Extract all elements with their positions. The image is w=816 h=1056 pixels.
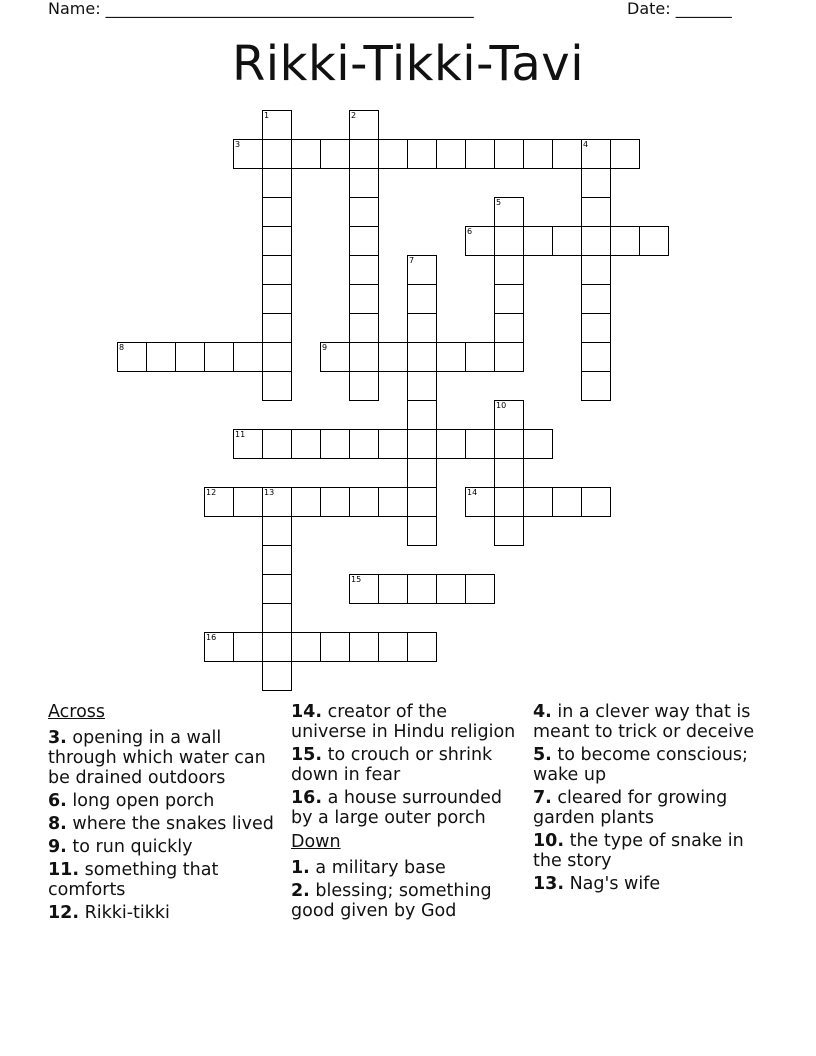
grid-cell[interactable] (262, 574, 292, 604)
grid-cell[interactable] (436, 139, 466, 169)
grid-cell[interactable] (262, 255, 292, 285)
grid-cell[interactable] (378, 139, 408, 169)
grid-cell[interactable] (262, 313, 292, 343)
clue-down-1: 1. a military base (291, 858, 446, 878)
clues-column-1 (48, 702, 282, 926)
grid-cell[interactable] (581, 197, 611, 227)
grid-cell[interactable] (494, 197, 524, 227)
grid-cell[interactable] (262, 487, 292, 517)
grid-cell[interactable] (204, 487, 234, 517)
grid-cell[interactable] (320, 139, 350, 169)
grid-cell[interactable] (494, 516, 524, 546)
grid-cell[interactable] (552, 226, 582, 256)
grid-cell[interactable] (146, 342, 176, 372)
grid-cell[interactable] (378, 574, 408, 604)
grid-number: 9 (322, 343, 328, 352)
grid-cell[interactable] (262, 284, 292, 314)
clues-column-3 (533, 702, 767, 897)
grid-cell[interactable] (262, 139, 292, 169)
clue-across-11: 11. something that comforts (48, 860, 219, 900)
grid-cell[interactable] (494, 284, 524, 314)
grid-cell[interactable] (581, 487, 611, 517)
clue-across-6: 6. long open porch (48, 791, 215, 811)
grid-cell[interactable] (262, 110, 292, 140)
grid-cell[interactable] (494, 342, 524, 372)
grid-cell[interactable] (552, 487, 582, 517)
clue-across-15: 15. to crouch or shrink down in fear (291, 745, 493, 785)
grid-cell[interactable] (175, 342, 205, 372)
grid-number: 8 (119, 343, 125, 352)
grid-cell[interactable] (436, 574, 466, 604)
grid-number: 13 (264, 488, 275, 497)
grid-number: 6 (467, 227, 473, 236)
puzzle-title: Rikki-Tikki-Tavi (231, 36, 585, 92)
grid-cell[interactable] (320, 487, 350, 517)
grid-cell[interactable] (610, 139, 640, 169)
grid-cell[interactable] (407, 458, 437, 488)
grid-cell[interactable] (349, 632, 379, 662)
clue-down-5: 5. to become conscious; wake up (533, 745, 748, 785)
grid-cell[interactable] (262, 661, 292, 691)
grid-cell[interactable] (494, 458, 524, 488)
grid-cell[interactable] (291, 632, 321, 662)
grid-cell[interactable] (407, 632, 437, 662)
grid-cell[interactable] (581, 313, 611, 343)
grid-cell[interactable] (233, 139, 263, 169)
grid-cell[interactable] (262, 545, 292, 575)
grid-cell[interactable] (349, 139, 379, 169)
grid-cell[interactable] (581, 168, 611, 198)
grid-number: 5 (496, 198, 502, 207)
grid-cell[interactable] (523, 487, 553, 517)
grid-cell[interactable] (349, 255, 379, 285)
grid-cell[interactable] (407, 516, 437, 546)
grid-cell[interactable] (262, 429, 292, 459)
grid-cell[interactable] (494, 400, 524, 430)
grid-cell[interactable] (349, 110, 379, 140)
grid-cell[interactable] (436, 429, 466, 459)
grid-cell[interactable] (465, 139, 495, 169)
grid-cell[interactable] (465, 487, 495, 517)
grid-cell[interactable] (291, 139, 321, 169)
grid-number: 11 (235, 430, 246, 439)
grid-number: 16 (206, 633, 217, 642)
grid-cell[interactable] (349, 226, 379, 256)
grid-number: 15 (351, 575, 362, 584)
grid-cell[interactable] (349, 574, 379, 604)
grid-cell[interactable] (349, 429, 379, 459)
grid-cell[interactable] (349, 168, 379, 198)
clue-down-4: 4. in a clever way that is meant to trick or deceive (533, 702, 755, 742)
clue-across-14: 14. creator of the universe in Hindu religion (291, 702, 516, 742)
across-heading: Across (48, 702, 106, 722)
grid-cell[interactable] (378, 342, 408, 372)
grid-cell[interactable] (378, 632, 408, 662)
grid-cell[interactable] (378, 429, 408, 459)
grid-cell[interactable] (204, 632, 234, 662)
grid-cell[interactable] (581, 284, 611, 314)
grid-cell[interactable] (581, 226, 611, 256)
grid-cell[interactable] (349, 371, 379, 401)
grid-cell[interactable] (320, 429, 350, 459)
grid-cell[interactable] (581, 139, 611, 169)
grid-cell[interactable] (523, 139, 553, 169)
grid-cell[interactable] (233, 487, 263, 517)
clues-column-2 (291, 702, 525, 924)
grid-cell[interactable] (204, 342, 234, 372)
grid-number: 1 (264, 111, 270, 120)
grid-cell[interactable] (233, 429, 263, 459)
grid-cell[interactable] (262, 632, 292, 662)
grid-cell[interactable] (262, 603, 292, 633)
grid-cell[interactable] (407, 400, 437, 430)
grid-cell[interactable] (349, 313, 379, 343)
grid-cell[interactable] (407, 284, 437, 314)
grid-cell[interactable] (494, 139, 524, 169)
clue-across-3: 3. opening in a wall through which water can be drained outdoors (48, 728, 266, 788)
grid-cell[interactable] (262, 197, 292, 227)
grid-cell[interactable] (465, 226, 495, 256)
clue-across-9: 9. to run quickly (48, 837, 193, 857)
grid-cell[interactable] (349, 342, 379, 372)
grid-cell[interactable] (407, 371, 437, 401)
grid-cell[interactable] (349, 487, 379, 517)
grid-cell[interactable] (610, 226, 640, 256)
date-field-label: Date: _______ (627, 0, 732, 18)
name-field-label: Name: ______________________________________________ (48, 0, 474, 18)
grid-cell[interactable] (262, 342, 292, 372)
grid-cell[interactable] (407, 574, 437, 604)
clue-down-2: 2. blessing; something good given by God (291, 881, 492, 921)
grid-cell[interactable] (291, 429, 321, 459)
grid-cell[interactable] (639, 226, 669, 256)
grid-cell[interactable] (494, 255, 524, 285)
grid-number: 14 (467, 488, 478, 497)
grid-cell[interactable] (233, 632, 263, 662)
grid-cell[interactable] (378, 487, 408, 517)
grid-cell[interactable] (436, 342, 466, 372)
clue-across-8: 8. where the snakes lived (48, 814, 274, 834)
grid-number: 3 (235, 140, 241, 149)
grid-cell[interactable] (494, 429, 524, 459)
grid-cell[interactable] (262, 516, 292, 546)
grid-number: 10 (496, 401, 507, 410)
grid-number: 7 (409, 256, 415, 265)
clue-down-7: 7. cleared for growing garden plants (533, 788, 728, 828)
grid-cell[interactable] (581, 342, 611, 372)
clue-across-12: 12. Rikki-tikki (48, 903, 170, 923)
grid-cell[interactable] (262, 371, 292, 401)
grid-cell[interactable] (407, 313, 437, 343)
grid-cell[interactable] (494, 313, 524, 343)
grid-cell[interactable] (349, 197, 379, 227)
grid-cell[interactable] (465, 342, 495, 372)
clue-across-16: 16. a house surrounded by a large outer porch (291, 788, 502, 828)
grid-cell[interactable] (117, 342, 147, 372)
grid-cell[interactable] (349, 284, 379, 314)
grid-cell[interactable] (523, 429, 553, 459)
clue-down-10: 10. the type of snake in the story (533, 831, 744, 871)
grid-cell[interactable] (581, 371, 611, 401)
grid-cell[interactable] (262, 168, 292, 198)
grid-cell[interactable] (465, 574, 495, 604)
grid-cell[interactable] (581, 255, 611, 285)
grid-cell[interactable] (407, 487, 437, 517)
grid-cell[interactable] (407, 342, 437, 372)
grid-cell[interactable] (291, 487, 321, 517)
down-heading: Down (291, 832, 341, 852)
grid-cell[interactable] (494, 226, 524, 256)
grid-cell[interactable] (407, 139, 437, 169)
grid-number: 4 (583, 140, 589, 149)
grid-cell[interactable] (320, 632, 350, 662)
grid-cell[interactable] (494, 487, 524, 517)
grid-cell[interactable] (465, 429, 495, 459)
clue-down-13: 13. Nag's wife (533, 874, 661, 894)
grid-cell[interactable] (407, 255, 437, 285)
grid-cell[interactable] (320, 342, 350, 372)
grid-cell[interactable] (233, 342, 263, 372)
grid-cell[interactable] (552, 139, 582, 169)
grid-number: 12 (206, 488, 217, 497)
grid-cell[interactable] (523, 226, 553, 256)
grid-cell[interactable] (262, 226, 292, 256)
grid-cell[interactable] (407, 429, 437, 459)
grid-number: 2 (351, 111, 357, 120)
